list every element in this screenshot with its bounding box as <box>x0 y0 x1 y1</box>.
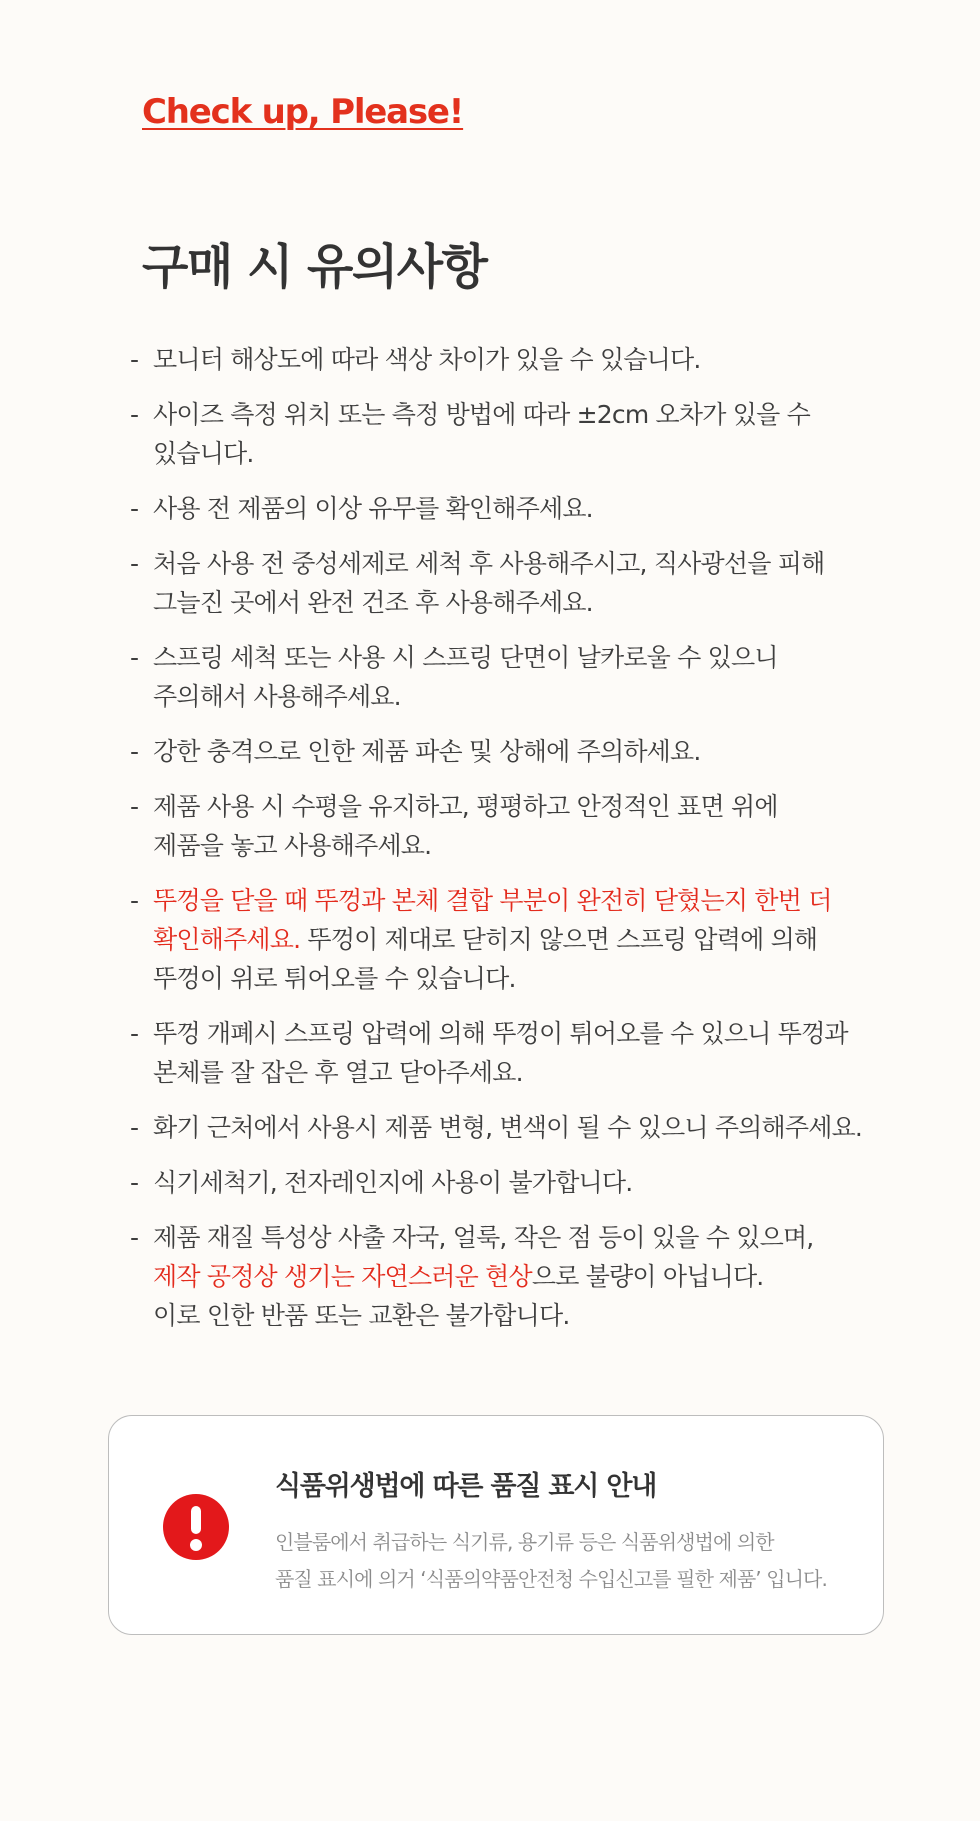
list-dash: - <box>130 549 139 578</box>
notice-text: 본체를 잘 잡은 후 열고 닫아주세요. <box>153 1058 523 1087</box>
notice-text: 스프링 세척 또는 사용 시 스프링 단면이 날카로울 수 있으니 <box>153 643 778 672</box>
page-title: 구매 시 유의사항 <box>142 239 487 295</box>
notice-text: 주의해서 사용해주세요. <box>153 682 401 711</box>
notice-text: 그늘진 곳에서 완전 건조 후 사용해주세요. <box>153 588 593 617</box>
exclamation-bar <box>191 1506 201 1534</box>
exclamation-circle-icon <box>163 1494 229 1560</box>
list-dash: - <box>130 737 139 766</box>
quality-info-title: 식품위생법에 따른 품질 표시 안내 <box>275 1471 657 1502</box>
quality-info-box <box>108 1415 884 1635</box>
notice-text: 식기세척기, 전자레인지에 사용이 불가합니다. <box>153 1168 633 1197</box>
notice-item-wash <box>130 544 950 622</box>
list-dash: - <box>130 1223 139 1252</box>
checkup-link[interactable]: Check up, Please! <box>142 92 464 132</box>
notice-item-material <box>130 1218 950 1335</box>
notice-text: 제품 사용 시 수평을 유지하고, 평평하고 안정적인 표면 위에 <box>153 792 778 821</box>
list-dash: - <box>130 643 139 672</box>
list-dash: - <box>130 1113 139 1142</box>
quality-info-description <box>275 1524 827 1598</box>
notice-highlight: 확인해주세요. <box>153 925 301 954</box>
notice-text: 뚜껑 개폐시 스프링 압력에 의해 뚜껑이 튀어오를 수 있으니 뚜껑과 <box>153 1019 848 1048</box>
notice-text: 사용 전 제품의 이상 유무를 확인해주세요. <box>153 494 593 523</box>
notice-text: 모니터 해상도에 따라 색상 차이가 있을 수 있습니다. <box>153 345 701 374</box>
quality-info-line: 인블룸에서 취급하는 식기류, 용기류 등은 식품위생법에 의한 <box>275 1530 774 1554</box>
notice-list <box>130 340 950 1351</box>
list-dash: - <box>130 1168 139 1197</box>
notice-text: 강한 충격으로 인한 제품 파손 및 상해에 주의하세요. <box>153 737 701 766</box>
notice-text: 화기 근처에서 사용시 제품 변형, 변색이 될 수 있으니 주의해주세요. <box>153 1113 863 1142</box>
notice-text: 처음 사용 전 중성세제로 세척 후 사용해주시고, 직사광선을 피해 <box>153 549 825 578</box>
notice-item-monitor <box>130 340 950 379</box>
notice-text: 뚜껑이 위로 튀어오를 수 있습니다. <box>153 964 516 993</box>
notice-text: 사이즈 측정 위치 또는 측정 방법에 따라 ±2cm 오차가 있을 수 <box>153 400 810 429</box>
list-dash: - <box>130 400 139 429</box>
notice-text-line <box>153 1257 950 1296</box>
notice-text: 이로 인한 반품 또는 교환은 불가합니다. <box>153 1301 570 1330</box>
list-dash: - <box>130 792 139 821</box>
list-dash: - <box>130 1019 139 1048</box>
notice-item-level <box>130 787 950 865</box>
notice-text: 제품을 놓고 사용해주세요. <box>153 831 432 860</box>
notice-item-spring <box>130 638 950 716</box>
notice-text: 있습니다. <box>153 439 254 468</box>
notice-item-fire <box>130 1108 950 1147</box>
list-dash: - <box>130 494 139 523</box>
notice-item-dishwasher <box>130 1163 950 1202</box>
notice-text: 제품 재질 특성상 사출 자국, 얼룩, 작은 점 등이 있을 수 있으며, <box>153 1223 814 1252</box>
notice-highlight: 뚜껑을 닫을 때 뚜껑과 본체 결합 부분이 완전히 닫혔는지 한번 더 <box>153 886 832 915</box>
quality-info-line: 품질 표시에 의거 ‘식품의약품안전청 수입신고를 필한 제품’ 입니다. <box>275 1567 827 1591</box>
notice-item-lid <box>130 881 950 998</box>
notice-item-size <box>130 395 950 473</box>
notice-highlight: 제작 공정상 생기는 자연스러운 현상 <box>153 1262 532 1291</box>
notice-text-line <box>153 920 950 959</box>
notice-text: 뚜껑이 제대로 닫히지 않으면 스프링 압력에 의해 <box>300 925 818 954</box>
notice-item-inspect <box>130 489 950 528</box>
list-dash: - <box>130 886 139 915</box>
notice-text: 으로 불량이 아닙니다. <box>531 1262 764 1291</box>
exclamation-dot <box>190 1539 202 1551</box>
list-dash: - <box>130 345 139 374</box>
notice-item-impact <box>130 732 950 771</box>
notice-item-open-close <box>130 1014 950 1092</box>
